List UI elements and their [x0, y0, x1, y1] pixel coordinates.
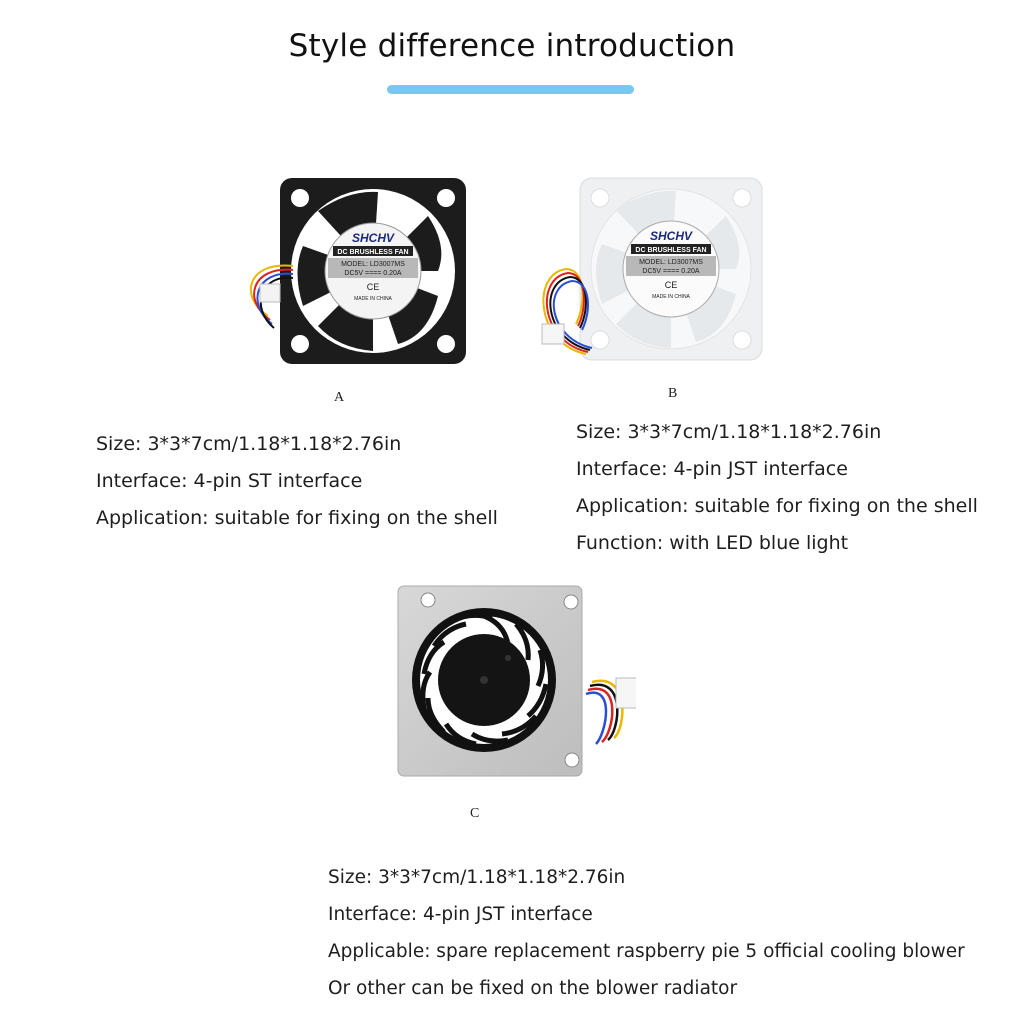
product-caption-a: A [334, 390, 345, 405]
spec-size: Size: 3*3*7cm/1.18*1.18*2.76in [576, 421, 882, 443]
svg-text:MADE IN CHINA: MADE IN CHINA [354, 296, 392, 302]
blower-fan-icon [396, 584, 636, 780]
spec-function: Function: with LED blue light [576, 532, 849, 554]
product-image-c [396, 584, 636, 780]
connector-wires-icon [536, 264, 596, 364]
product-specs-c [328, 859, 965, 1007]
product-image-b [578, 176, 764, 362]
svg-text:DC BRUSHLESS FAN: DC BRUSHLESS FAN [337, 249, 409, 256]
axial-fan-black-icon [278, 176, 468, 366]
spec-size: Size: 3*3*7cm/1.18*1.18*2.76in [96, 433, 402, 455]
svg-text:MADE IN CHINA: MADE IN CHINA [652, 294, 690, 300]
product-caption-c: C [470, 806, 480, 821]
spec-size: Size: 3*3*7cm/1.18*1.18*2.76in [328, 867, 626, 888]
svg-text:MODEL: LD3007MS: MODEL: LD3007MS [639, 259, 703, 266]
svg-text:SHCHV: SHCHV [351, 231, 395, 245]
product-specs-b [576, 414, 978, 562]
connector-wires-icon [238, 256, 298, 336]
spec-application: Application: suitable for fixing on the shell [576, 495, 978, 517]
svg-text:CE: CE [664, 280, 678, 290]
spec-application: Application: suitable for fixing on the shell [96, 507, 498, 529]
product-caption-b: B [668, 386, 678, 401]
svg-text:DC BRUSHLESS FAN: DC BRUSHLESS FAN [635, 247, 707, 254]
page-title: Style difference introduction [288, 28, 736, 64]
svg-text:DC5V ==== 0.20A: DC5V ==== 0.20A [344, 270, 402, 277]
product-specs-a [96, 426, 498, 537]
spec-interface: Interface: 4-pin JST interface [576, 458, 848, 480]
title-underline-divider [387, 85, 634, 94]
spec-interface: Interface: 4-pin ST interface [96, 470, 363, 492]
svg-text:MODEL: LD3007MS: MODEL: LD3007MS [341, 261, 405, 268]
svg-text:SHCHV: SHCHV [649, 229, 693, 243]
svg-text:CE: CE [366, 282, 380, 292]
spec-note: Or other can be fixed on the blower radiator [328, 978, 738, 999]
product-image-a [278, 176, 468, 366]
spec-interface: Interface: 4-pin JST interface [328, 904, 593, 925]
svg-text:DC5V ==== 0.20A: DC5V ==== 0.20A [642, 268, 700, 275]
axial-fan-clear-icon [578, 176, 764, 362]
spec-applicable: Applicable: spare replacement raspberry pie 5 official cooling blower [328, 941, 965, 962]
